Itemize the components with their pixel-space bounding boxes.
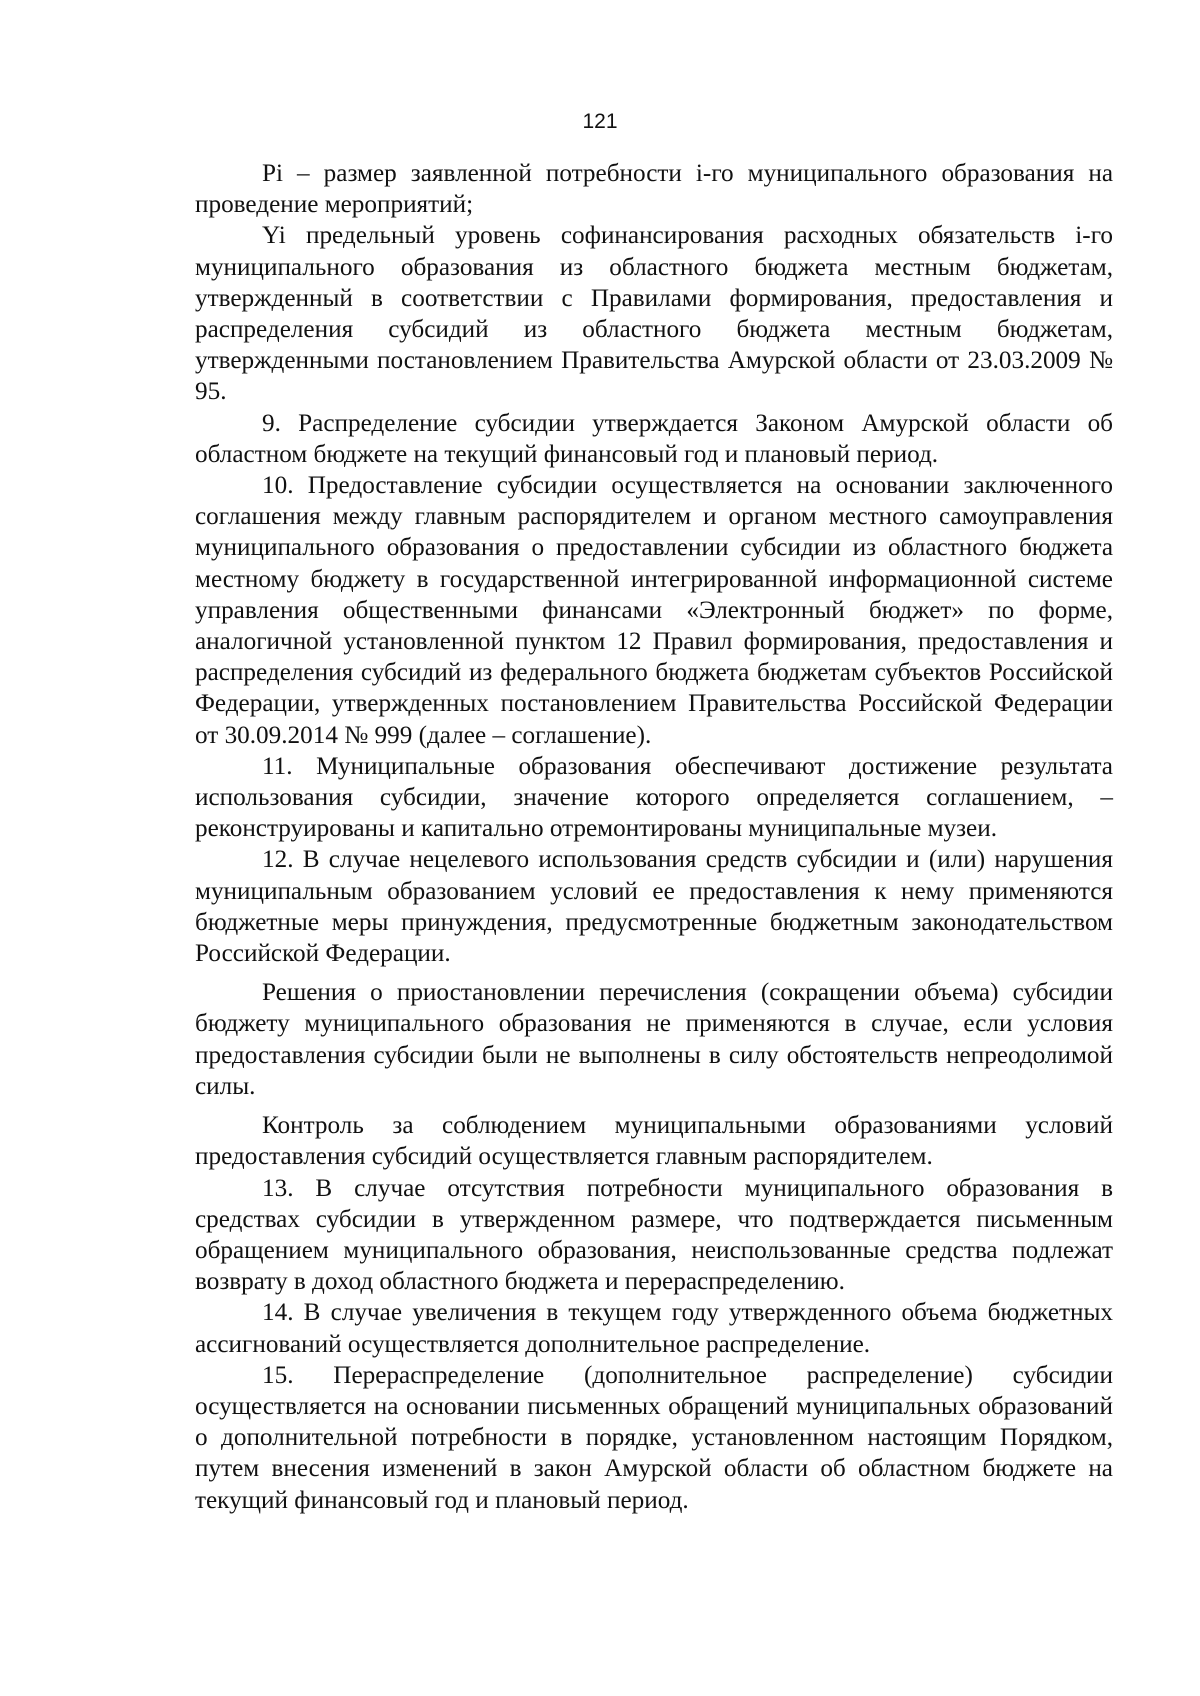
paragraph-11: 11. Муниципальные образования обеспечивают достижение результата использования субсидии, значение которого определяется соглашением, – реконструированы и капитально отремонтированы муниципальные музеи. — [195, 752, 1113, 843]
paragraph-12-suspension: Решения о приостановлении перечисления (сокращении объема) субсидии бюджету муниципального образования не применяются в случае, если условия предоставления субсидии были не выполнены в силу обстоятельств непреодолимой силы. — [195, 979, 1113, 1100]
paragraph-pi-definition: Pi – размер заявленной потребности i-го муниципального образования на проведение мероприятий; — [195, 160, 1113, 219]
page-number: 121 — [582, 110, 618, 133]
paragraph-9: 9. Распределение субсидии утверждается Законом Амурской области об областном бюджете на текущий финансовый год и плановый период. — [195, 409, 1113, 468]
paragraph-12: 12. В случае нецелевого использования средств субсидии и (или) нарушения муниципальным образованием условий ее предоставления к нему применяются бюджетные меры принуждения, предусмотренные бюджетным законодательством Российской Федерации. — [195, 846, 1113, 968]
paragraph-14: 14. В случае увеличения в текущем году утвержденного объема бюджетных ассигнований осуществляется дополнительное распределение. — [195, 1299, 1113, 1358]
paragraph-12-control: Контроль за соблюдением муниципальными образованиями условий предоставления субсидий осуществляется главным распорядителем. — [195, 1112, 1113, 1171]
paragraph-13: 13. В случае отсутствия потребности муниципального образования в средствах субсидии в утвержденном размере, что подтверждается письменным обращением муниципального образования, неиспользованные средства подлежат возврату в доход областного бюджета и перераспределению. — [195, 1174, 1113, 1296]
document-body — [195, 158, 1113, 1516]
paragraph-10: 10. Предоставление субсидии осуществляется на основании заключенного соглашения между главным распорядителем и органом местного самоуправления муниципального образования о предоставлении субсидии из областного бюджета местному бюджету в государственной интегрированной информационной системе управления общественными финансами «Электронный бюджет» по форме, аналогичной установленной пунктом 12 Правил формирования, предоставления и распределения субсидий из федерального бюджета бюджетам субъектов Российской Федерации, утвержденных постановлением Правительства Российской Федерации от 30.09.2014 № 999 (далее – соглашение). — [195, 472, 1113, 749]
paragraph-15: 15. Перераспределение (дополнительное распределение) субсидии осуществляется на основании письменных обращений муниципальных образований о дополнительной потребности в порядке, установленном настоящим Порядком, путем внесения изменений в закон Амурской области об областном бюджете на текущий финансовый год и плановый период. — [195, 1361, 1113, 1514]
paragraph-yi-definition: Yi предельный уровень софинансирования расходных обязательств i-го муниципального образования из областного бюджета местным бюджетам, утвержденный в соответствии с Правилами формирования, предоставления и распределения субсидий из областного бюджета местным бюджетам, утвержденными постановлением Правительства Амурской области от 23.03.2009 № 95. — [195, 222, 1113, 406]
